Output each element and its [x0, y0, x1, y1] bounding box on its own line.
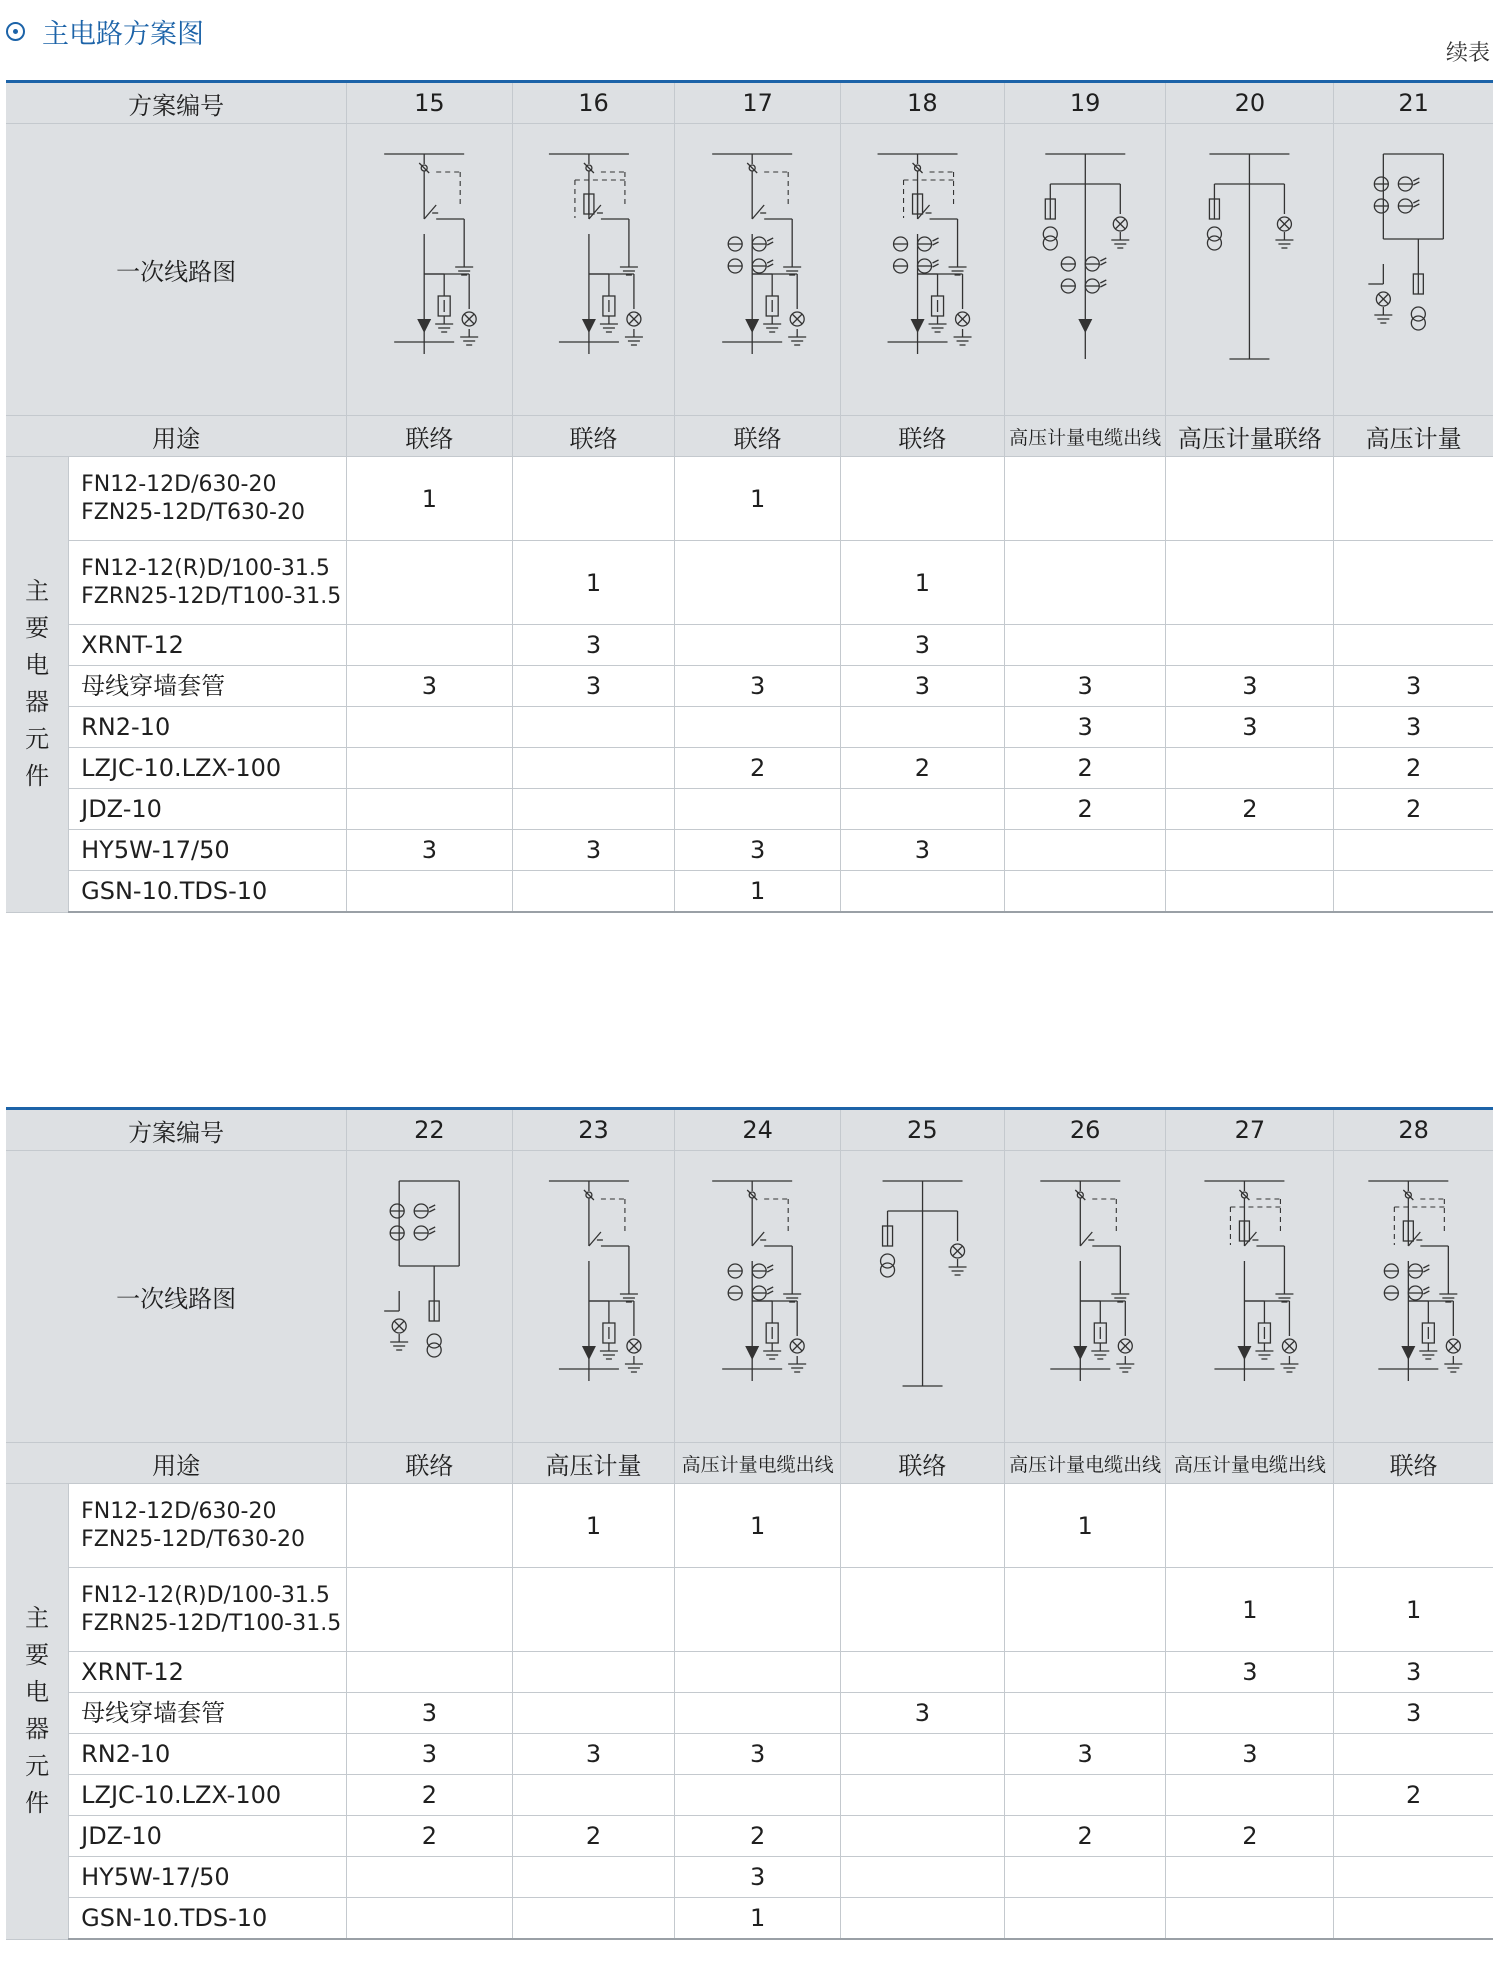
component-qty	[1166, 830, 1334, 871]
component-name: JDZ-10	[69, 789, 347, 830]
usage-value: 联络	[840, 1443, 1004, 1484]
component-qty	[675, 1568, 840, 1652]
component-qty	[347, 748, 512, 789]
component-qty: 3	[1334, 666, 1493, 707]
component-qty: 2	[1004, 748, 1166, 789]
diagram-cell	[1166, 124, 1334, 416]
main-components-label	[6, 457, 69, 913]
component-qty	[1004, 1568, 1166, 1652]
component-qty: 1	[512, 541, 675, 625]
continued-label: 续表	[1445, 41, 1490, 66]
circuit-diagram	[513, 1151, 675, 1442]
component-qty	[675, 707, 840, 748]
component-qty: 3	[840, 1693, 1004, 1734]
component-qty	[1004, 871, 1166, 913]
component-qty	[1334, 541, 1493, 625]
scheme-number: 26	[1004, 1109, 1166, 1151]
component-qty	[347, 871, 512, 913]
usage-value: 联络	[347, 416, 512, 457]
component-name: XRNT-12	[69, 625, 347, 666]
usage-value: 高压计量电缆出线	[1004, 1443, 1166, 1484]
component-qty	[512, 789, 675, 830]
component-qty	[1166, 1857, 1334, 1898]
component-qty	[347, 1652, 512, 1693]
component-qty	[347, 1857, 512, 1898]
scheme-number: 24	[675, 1109, 840, 1151]
component-qty: 3	[675, 1857, 840, 1898]
component-qty	[1004, 1652, 1166, 1693]
component-qty	[1004, 830, 1166, 871]
component-qty: 3	[347, 1734, 512, 1775]
component-qty	[1166, 1898, 1334, 1940]
component-qty	[512, 871, 675, 913]
diagram-cell	[512, 124, 675, 416]
component-qty: 2	[675, 1816, 840, 1857]
circuit-diagram	[841, 1151, 1004, 1442]
circuit-diagram	[347, 1151, 511, 1442]
component-qty	[1334, 1734, 1493, 1775]
diagram-cell	[347, 124, 512, 416]
component-name: RN2-10	[69, 1734, 347, 1775]
diagram-cell	[1334, 1151, 1493, 1443]
scheme-number: 23	[512, 1109, 675, 1151]
component-qty	[512, 1652, 675, 1693]
component-qty	[1004, 457, 1166, 541]
component-qty: 2	[512, 1816, 675, 1857]
usage-value: 联络	[675, 416, 840, 457]
component-qty	[840, 1484, 1004, 1568]
component-name: 母线穿墙套管	[69, 666, 347, 707]
scheme-number: 17	[675, 82, 840, 124]
component-qty	[1334, 1816, 1493, 1857]
component-qty	[675, 1693, 840, 1734]
component-qty: 2	[1166, 789, 1334, 830]
component-qty: 2	[1004, 789, 1166, 830]
usage-value: 联络	[347, 1443, 512, 1484]
component-qty	[840, 1652, 1004, 1693]
component-qty: 1	[1166, 1568, 1334, 1652]
component-qty: 3	[1004, 707, 1166, 748]
component-qty: 3	[1166, 666, 1334, 707]
component-qty	[512, 457, 675, 541]
component-qty: 1	[675, 1898, 840, 1940]
component-qty: 3	[1166, 1734, 1334, 1775]
component-qty: 1	[675, 457, 840, 541]
component-qty	[1334, 1484, 1493, 1568]
component-qty	[512, 1857, 675, 1898]
circuit-diagram	[841, 124, 1004, 415]
component-qty: 3	[512, 666, 675, 707]
component-qty: 1	[1334, 1568, 1493, 1652]
component-qty	[1166, 748, 1334, 789]
component-qty: 3	[840, 666, 1004, 707]
usage-value: 高压计量电缆出线	[1166, 1443, 1334, 1484]
component-name: 母线穿墙套管	[69, 1693, 347, 1734]
component-qty	[1004, 1693, 1166, 1734]
component-qty	[347, 1484, 512, 1568]
diagram-label: 一次线路图	[6, 124, 347, 416]
page-title: 主电路方案图	[42, 19, 204, 50]
diagram-cell	[840, 1151, 1004, 1443]
scheme-number: 21	[1334, 82, 1493, 124]
usage-value: 高压计量电缆出线	[675, 1443, 840, 1484]
component-qty	[347, 1898, 512, 1940]
usage-value: 高压计量	[1334, 416, 1493, 457]
circuit-diagram	[675, 124, 839, 415]
usage-value: 联络	[1334, 1443, 1493, 1484]
main-components-text: 主要电器元件	[25, 577, 50, 791]
component-qty: 1	[1004, 1484, 1166, 1568]
component-qty: 3	[840, 625, 1004, 666]
scheme-number: 22	[347, 1109, 512, 1151]
component-qty	[1334, 625, 1493, 666]
page-header	[0, 0, 1500, 80]
component-qty: 2	[840, 748, 1004, 789]
component-qty: 1	[675, 871, 840, 913]
usage-value: 高压计量电缆出线	[1004, 416, 1166, 457]
component-qty	[1004, 1857, 1166, 1898]
component-name: LZJC-10.LZX-100	[69, 1775, 347, 1816]
component-qty: 3	[675, 666, 840, 707]
component-qty	[347, 625, 512, 666]
component-qty	[840, 1568, 1004, 1652]
circuit-diagram	[1166, 1151, 1333, 1442]
usage-value: 高压计量联络	[1166, 416, 1334, 457]
circuit-diagram	[347, 124, 511, 415]
component-qty	[1166, 1693, 1334, 1734]
component-qty	[512, 1568, 675, 1652]
component-name: FN12-12(R)D/100-31.5 FZRN25-12D/T100-31.5	[69, 541, 347, 625]
component-qty	[1004, 1898, 1166, 1940]
component-qty: 3	[1334, 707, 1493, 748]
scheme-number: 15	[347, 82, 512, 124]
component-qty: 3	[1004, 1734, 1166, 1775]
component-qty: 3	[347, 666, 512, 707]
circuit-diagram	[675, 1151, 839, 1442]
component-qty: 3	[1166, 707, 1334, 748]
usage-value: 联络	[840, 416, 1004, 457]
scheme-table-1	[6, 80, 1493, 913]
component-qty	[1334, 871, 1493, 913]
diagram-cell	[1334, 124, 1493, 416]
component-qty	[675, 1652, 840, 1693]
component-qty	[347, 541, 512, 625]
component-qty: 3	[512, 1734, 675, 1775]
component-qty	[840, 457, 1004, 541]
component-qty: 3	[1166, 1652, 1334, 1693]
component-qty	[1334, 1857, 1493, 1898]
scheme-number: 25	[840, 1109, 1004, 1151]
component-qty: 3	[1334, 1652, 1493, 1693]
diagram-label: 一次线路图	[6, 1151, 347, 1443]
diagram-cell	[675, 1151, 840, 1443]
component-qty: 3	[347, 830, 512, 871]
component-qty: 1	[840, 541, 1004, 625]
component-qty	[1334, 1898, 1493, 1940]
component-qty	[675, 1775, 840, 1816]
component-qty	[675, 789, 840, 830]
component-qty: 3	[675, 830, 840, 871]
component-qty: 3	[840, 830, 1004, 871]
component-qty	[347, 707, 512, 748]
component-qty: 2	[1004, 1816, 1166, 1857]
diagram-cell	[1004, 1151, 1166, 1443]
component-qty	[840, 1898, 1004, 1940]
component-qty: 1	[675, 1484, 840, 1568]
diagram-cell	[675, 124, 840, 416]
component-qty	[1004, 625, 1166, 666]
component-qty	[675, 625, 840, 666]
component-qty	[1004, 541, 1166, 625]
component-qty	[1166, 1775, 1334, 1816]
component-qty	[1004, 1775, 1166, 1816]
component-qty: 2	[347, 1775, 512, 1816]
component-name: JDZ-10	[69, 1816, 347, 1857]
scheme-no-label: 方案编号	[6, 82, 347, 124]
component-qty: 2	[1334, 748, 1493, 789]
diagram-cell	[1166, 1151, 1334, 1443]
usage-label: 用途	[6, 416, 347, 457]
scheme-number: 18	[840, 82, 1004, 124]
component-qty	[512, 707, 675, 748]
component-name: HY5W-17/50	[69, 830, 347, 871]
component-qty	[512, 748, 675, 789]
component-qty: 2	[1334, 789, 1493, 830]
component-qty	[840, 1816, 1004, 1857]
component-name: XRNT-12	[69, 1652, 347, 1693]
usage-label: 用途	[6, 1443, 347, 1484]
component-qty: 3	[347, 1693, 512, 1734]
circuit-diagram	[1166, 124, 1333, 415]
component-qty: 2	[1334, 1775, 1493, 1816]
component-qty	[1166, 625, 1334, 666]
diagram-cell	[347, 1151, 512, 1443]
component-qty: 2	[675, 748, 840, 789]
component-qty	[840, 1857, 1004, 1898]
component-name: FN12-12D/630-20 FZN25-12D/T630-20	[69, 1484, 347, 1568]
component-qty	[1166, 871, 1334, 913]
scheme-number: 27	[1166, 1109, 1334, 1151]
circuit-diagram	[1005, 124, 1166, 415]
component-qty: 3	[675, 1734, 840, 1775]
diagram-cell	[840, 124, 1004, 416]
component-qty	[347, 1568, 512, 1652]
component-name: HY5W-17/50	[69, 1857, 347, 1898]
component-qty	[1166, 541, 1334, 625]
component-qty	[840, 1734, 1004, 1775]
component-name: GSN-10.TDS-10	[69, 871, 347, 913]
component-qty: 3	[512, 830, 675, 871]
component-qty: 3	[512, 625, 675, 666]
usage-value: 高压计量	[512, 1443, 675, 1484]
component-qty	[840, 1775, 1004, 1816]
component-qty	[512, 1898, 675, 1940]
component-qty	[1166, 457, 1334, 541]
component-qty	[1166, 1484, 1334, 1568]
component-qty	[840, 789, 1004, 830]
component-qty	[840, 871, 1004, 913]
component-name: FN12-12D/630-20 FZN25-12D/T630-20	[69, 457, 347, 541]
diagram-cell	[512, 1151, 675, 1443]
scheme-no-label: 方案编号	[6, 1109, 347, 1151]
main-components-text: 主要电器元件	[25, 1604, 50, 1818]
circuit-diagram	[513, 124, 675, 415]
circuit-diagram	[1005, 1151, 1166, 1442]
scheme-number: 19	[1004, 82, 1166, 124]
scheme-table-2	[6, 1107, 1493, 1940]
component-qty: 2	[347, 1816, 512, 1857]
circuit-diagram	[1334, 1151, 1493, 1442]
target-bullet-icon	[6, 22, 25, 41]
scheme-number: 28	[1334, 1109, 1493, 1151]
component-qty	[1334, 457, 1493, 541]
component-qty	[675, 541, 840, 625]
component-qty	[840, 707, 1004, 748]
component-qty: 1	[347, 457, 512, 541]
component-qty	[512, 1693, 675, 1734]
component-name: FN12-12(R)D/100-31.5 FZRN25-12D/T100-31.5	[69, 1568, 347, 1652]
component-qty	[512, 1775, 675, 1816]
component-name: LZJC-10.LZX-100	[69, 748, 347, 789]
scheme-number: 20	[1166, 82, 1334, 124]
main-components-label	[6, 1484, 69, 1940]
component-qty: 3	[1334, 1693, 1493, 1734]
circuit-diagram	[1334, 124, 1493, 415]
component-qty	[1334, 830, 1493, 871]
component-qty	[347, 789, 512, 830]
diagram-cell	[1004, 124, 1166, 416]
scheme-number: 16	[512, 82, 675, 124]
component-name: GSN-10.TDS-10	[69, 1898, 347, 1940]
component-qty: 2	[1166, 1816, 1334, 1857]
component-qty: 3	[1004, 666, 1166, 707]
component-qty: 1	[512, 1484, 675, 1568]
component-name: RN2-10	[69, 707, 347, 748]
usage-value: 联络	[512, 416, 675, 457]
